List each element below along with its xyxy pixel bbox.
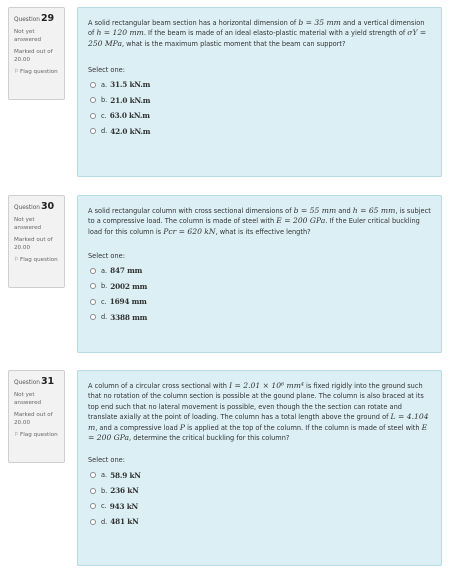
answer-option-c[interactable] <box>88 294 431 310</box>
math-l: L = 4.104 m <box>88 412 429 432</box>
answer-option-b[interactable] <box>88 93 431 109</box>
question-content <box>77 7 442 177</box>
question-text-part: , what is the maximum plastic moment that the beam can support? <box>121 39 346 48</box>
math-i: I = 2.01 × 10⁶ mm⁴ <box>229 381 304 390</box>
answer-option-c[interactable] <box>88 108 431 124</box>
answer-option-b[interactable] <box>88 279 431 295</box>
option-value: 21.0 kN.m <box>110 95 151 105</box>
marks-value: 20.00 <box>14 56 31 63</box>
question-number-value: 29 <box>40 13 55 24</box>
answer-option-b[interactable] <box>88 483 431 499</box>
question-info <box>8 370 65 463</box>
select-one-label: Select one: <box>88 456 125 465</box>
question-text <box>88 206 431 237</box>
option-value: 1694 mm <box>109 297 147 307</box>
question-grade <box>14 49 60 64</box>
option-value: 2002 mm <box>110 281 148 291</box>
question-text-part: and a vertical dimension of <box>88 19 425 38</box>
radio-button[interactable] <box>90 299 96 305</box>
radio-button[interactable] <box>90 472 96 478</box>
radio-button[interactable] <box>90 488 96 494</box>
option-value: 63.0 kN.m <box>109 111 150 121</box>
question-number <box>14 201 60 214</box>
question-state: Not yet answered <box>14 217 42 231</box>
question-text <box>88 381 431 443</box>
option-value: 42.0 kN.m <box>110 126 151 136</box>
question-text-part: A column of a circular cross sectional with <box>88 382 230 390</box>
question-content <box>77 370 442 566</box>
option-letter: b. <box>101 486 108 495</box>
option-value: 58.9 kN <box>110 470 141 480</box>
flag-label: Flag question <box>20 69 58 75</box>
radio-button[interactable] <box>90 268 96 274</box>
question-text-part: is fixed rigidly into the ground such that no rotation of the column section is possible at the gound plane. The column is also braced at its top end such that no lateral movement is possible, even though the the section can rotate and translate axially at the point of loading. The column has a total length above the ground of <box>88 382 424 422</box>
option-letter: d. <box>101 127 108 136</box>
flag-question-link[interactable] <box>14 432 60 440</box>
flag-icon: ⚐ <box>14 69 20 75</box>
flag-label: Flag question <box>20 432 58 438</box>
marks-value: 20.00 <box>14 244 31 251</box>
option-value: 236 kN <box>110 486 139 496</box>
flag-icon: ⚐ <box>14 257 20 263</box>
answer-option-d[interactable] <box>88 124 431 140</box>
radio-button[interactable] <box>90 314 96 320</box>
flag-question-link[interactable] <box>14 257 60 265</box>
math-b: b = 35 mm <box>298 18 341 27</box>
question-number <box>14 376 60 389</box>
question-text-part: , is subject to a compressive load. The column is made of steel with <box>88 207 431 226</box>
flag-question-link[interactable] <box>14 69 60 77</box>
question-text-part: . If the Euler critical buckling load for this column is <box>88 217 420 236</box>
question-state: Not yet answered <box>14 29 42 43</box>
option-value: 31.5 kN.m <box>110 80 151 90</box>
answer-option-d[interactable] <box>88 514 431 530</box>
radio-button[interactable] <box>90 283 96 289</box>
option-letter: a. <box>101 266 108 275</box>
math-sigma-y: σY = 250 MPa <box>88 28 427 48</box>
option-letter: c. <box>101 502 107 511</box>
question-content <box>77 195 442 353</box>
question-text-part: , determine the critical buckling for this column? <box>129 434 290 443</box>
question-label: Question <box>14 205 40 211</box>
marked-out-of-label: Marked out of <box>14 237 53 243</box>
radio-button[interactable] <box>90 97 96 103</box>
radio-button[interactable] <box>90 128 96 134</box>
math-e: E = 200 GPa <box>88 422 428 443</box>
question-text <box>88 18 431 49</box>
marks-value: 20.00 <box>14 419 31 426</box>
radio-button[interactable] <box>90 82 96 88</box>
question-info <box>8 7 65 100</box>
option-letter: d. <box>101 517 108 526</box>
answer-options <box>88 77 431 139</box>
math-h: h = 120 mm <box>96 28 144 38</box>
radio-button[interactable] <box>90 503 96 509</box>
question-grade <box>14 412 60 427</box>
option-value: 481 kN <box>110 517 139 527</box>
answer-option-a[interactable] <box>88 77 431 93</box>
radio-button[interactable] <box>90 113 96 119</box>
math-b: b = 55 mm <box>293 206 337 215</box>
option-letter: a. <box>101 80 108 89</box>
option-value: 943 kN <box>109 501 139 511</box>
marked-out-of-label: Marked out of <box>14 49 53 55</box>
answer-options <box>88 467 431 529</box>
math-e: E = 200 GPa <box>276 216 326 226</box>
question-number-value: 30 <box>40 201 55 212</box>
answer-options <box>88 263 431 325</box>
option-letter: c. <box>101 297 107 306</box>
marked-out-of-label: Marked out of <box>14 412 53 418</box>
math-pcr: Pcr = 620 kN <box>163 226 216 236</box>
question-label: Question <box>14 380 40 386</box>
answer-option-d[interactable] <box>88 310 431 326</box>
question-text-part: A solid rectangular beam section has a horizontal dimension of <box>88 19 299 27</box>
question-text-part: is applied at the top of the column. If the column is made of steel with <box>185 423 422 432</box>
radio-button[interactable] <box>90 519 96 525</box>
question-number-value: 31 <box>40 376 55 387</box>
math-h: h = 65 mm <box>352 206 396 215</box>
answer-option-a[interactable] <box>88 467 431 483</box>
question-text-part: , and a compressive load <box>95 423 180 432</box>
question-text-part: . If the beam is made of an ideal elasto-plastic material with a yield strength of <box>143 29 408 38</box>
select-one-label: Select one: <box>88 66 125 75</box>
flag-icon: ⚐ <box>14 432 20 438</box>
option-letter: a. <box>101 471 108 480</box>
question-label: Question <box>14 17 40 23</box>
question-text-part: A solid rectangular column with cross sectional dimensions of <box>88 207 294 215</box>
select-one-label: Select one: <box>88 252 125 261</box>
question-text-part: , what is its effective length? <box>215 227 311 236</box>
question-number <box>14 13 60 26</box>
answer-option-c[interactable] <box>88 498 431 514</box>
option-letter: b. <box>101 282 108 291</box>
answer-option-a[interactable] <box>88 263 431 279</box>
question-state: Not yet answered <box>14 392 42 406</box>
option-value: 3388 mm <box>110 312 148 322</box>
flag-label: Flag question <box>20 257 58 263</box>
math-p: P <box>179 422 185 432</box>
option-letter: c. <box>101 111 107 120</box>
question-grade <box>14 237 60 252</box>
option-letter: d. <box>101 313 108 322</box>
question-info <box>8 195 65 288</box>
question-text-part: and <box>336 207 353 215</box>
option-value: 847 mm <box>110 266 143 276</box>
option-letter: b. <box>101 96 108 105</box>
